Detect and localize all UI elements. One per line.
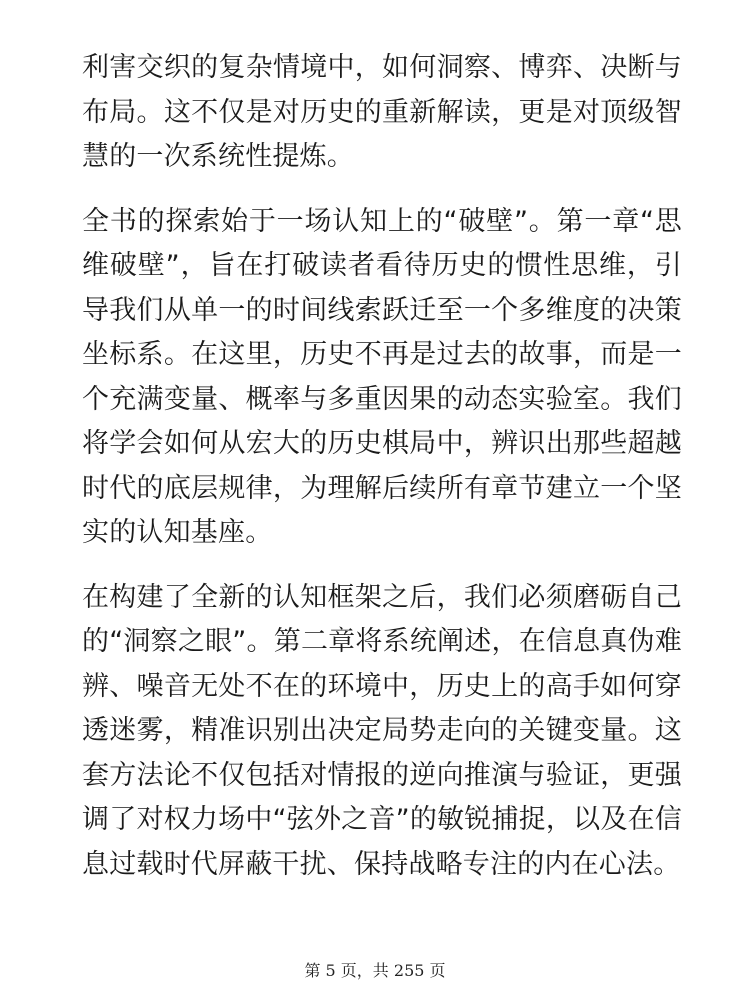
paragraph: 利害交织的复杂情境中，如何洞察、博弈、决断与布局。这不仅是对历史的重新解读，更是对顶级智慧的一次系统性提炼。 [82, 52, 682, 172]
paragraph: 全书的探索始于一场认知上的“破壁”。第一章“思维破壁”，旨在打破读者看待历史的惯性思维，引导我们从单一的时间线索跃迁至一个多维度的决策坐标系。在这里，历史不再是过去的故事，而是一个充满变量、概率与多重因果的动态实验室。我们将学会如何从宏大的历史棋局中，辨识出那些超越时代的底层规律，为理解后续所有章节建立一个坚实的认知基座。 [82, 205, 682, 548]
paragraph: 在构建了全新的认知框架之后，我们必须磨砺自己的“洞察之眼”。第二章将系统阐述，在信息真伪难辨、噪音无处不在的环境中，历史上的高手如何穿透迷雾，精准识别出决定局势走向的关键变量。这套方法论不仅包括对情报的逆向推演与验证，更强调了对权力场中“弦外之音”的敏锐捕捉，以及在信息过载时代屏蔽干扰、保持战略专注的内在心法。 [82, 581, 682, 880]
page-number: 第 5 页，共 255 页 [304, 961, 446, 980]
body-text [82, 46, 682, 907]
